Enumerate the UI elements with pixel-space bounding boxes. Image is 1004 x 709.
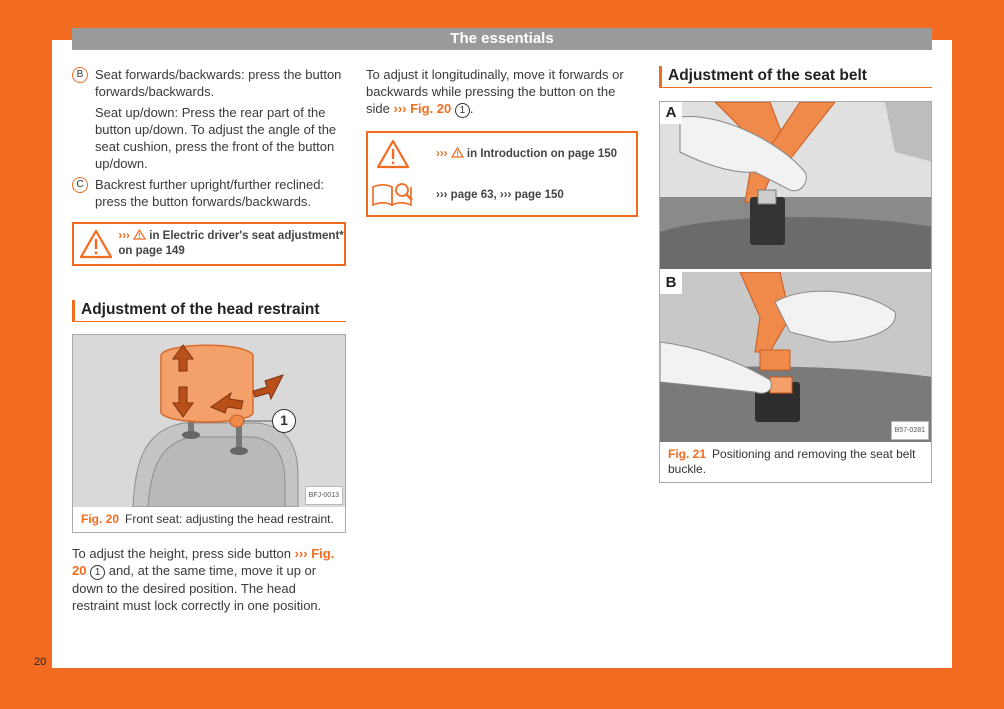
warning-row <box>368 133 636 175</box>
callout-ref-1: 1 <box>455 103 470 118</box>
item-c-text: Backrest further upright/further reclined: press the button forwards/backwards. <box>95 177 325 209</box>
manual-book-icon <box>368 181 418 209</box>
seat-belt-illustration-b <box>660 272 931 442</box>
column-left <box>72 66 346 614</box>
warning-link-text: in Introduction on page 150 <box>466 147 618 160</box>
warning-box <box>72 222 346 266</box>
figure-reference-link[interactable]: ››› Fig. 20 <box>393 101 452 116</box>
longitudinal-paragraph <box>366 66 638 118</box>
item-b-text: Seat forwards/backwards: press the button forwards/backwards. <box>95 67 342 99</box>
notes-box <box>366 131 638 217</box>
head-restraint-illustration <box>73 335 345 507</box>
warning-triangle-icon <box>368 139 418 169</box>
small-warning-icon <box>133 229 146 240</box>
figure-21-caption <box>660 442 931 482</box>
image-code: BFJ-0013 <box>305 486 343 505</box>
warning-link[interactable] <box>436 147 617 162</box>
figure-label: Fig. 20 <box>81 512 120 526</box>
figure-20 <box>72 334 346 533</box>
figure-caption-text: Positioning and removing the seat belt buckle. <box>668 447 916 476</box>
warning-link-text: in Electric driver's seat adjustment* on page 149 <box>118 230 344 257</box>
badge-c: C <box>72 177 88 193</box>
small-warning-icon <box>451 147 464 158</box>
list-item-c <box>72 176 346 210</box>
warning-link[interactable] <box>118 229 344 259</box>
warning-triangle-icon <box>74 229 118 259</box>
link-arrows: ››› <box>436 147 448 160</box>
head-restraint-paragraph <box>72 545 346 614</box>
link-arrows: ››› <box>118 230 130 242</box>
figure-caption-text: Front seat: adjusting the head restraint. <box>125 512 334 526</box>
page-title: The essentials <box>72 28 932 50</box>
panel-label-a: A <box>660 102 682 124</box>
paragraph-end: . <box>469 101 474 116</box>
figure-label: Fig. 21 <box>668 447 707 461</box>
paragraph-text-b: and, at the same time, move it up or down to the desired position. The head restraint must lock correctly in one position. <box>72 563 322 613</box>
list-item-b <box>72 66 346 100</box>
callout-ref-1: 1 <box>90 565 105 580</box>
panel-label-b: B <box>660 272 682 294</box>
figure-20-caption <box>73 507 345 532</box>
column-middle <box>366 66 638 217</box>
badge-b: B <box>72 67 88 83</box>
manual-page-links[interactable]: ››› page 63, ››› page 150 <box>436 188 564 201</box>
section-heading-head-restraint: Adjustment of the head restraint <box>72 300 346 322</box>
figure-21 <box>659 101 932 483</box>
image-code: B57-0281 <box>891 421 929 440</box>
paragraph-text: To adjust it longitudinally, move it forwards or backwards while pressing the button on the side <box>366 67 624 116</box>
callout-1: 1 <box>272 409 296 433</box>
paragraph-text-a: To adjust the height, press side button <box>72 546 291 561</box>
column-right <box>659 66 932 483</box>
item-b-text-2: Seat up/down: Press the rear part of the button up/down. To adjust the angle of the seat cushion, press the front of the button up/down. <box>95 105 337 171</box>
seat-belt-illustration-a <box>660 102 931 272</box>
figure-reference-link[interactable]: ››› Fig. 20 <box>72 546 335 578</box>
manual-row <box>368 175 636 215</box>
section-heading-seat-belt: Adjustment of the seat belt <box>659 66 932 88</box>
page-number: 20 <box>34 656 47 668</box>
